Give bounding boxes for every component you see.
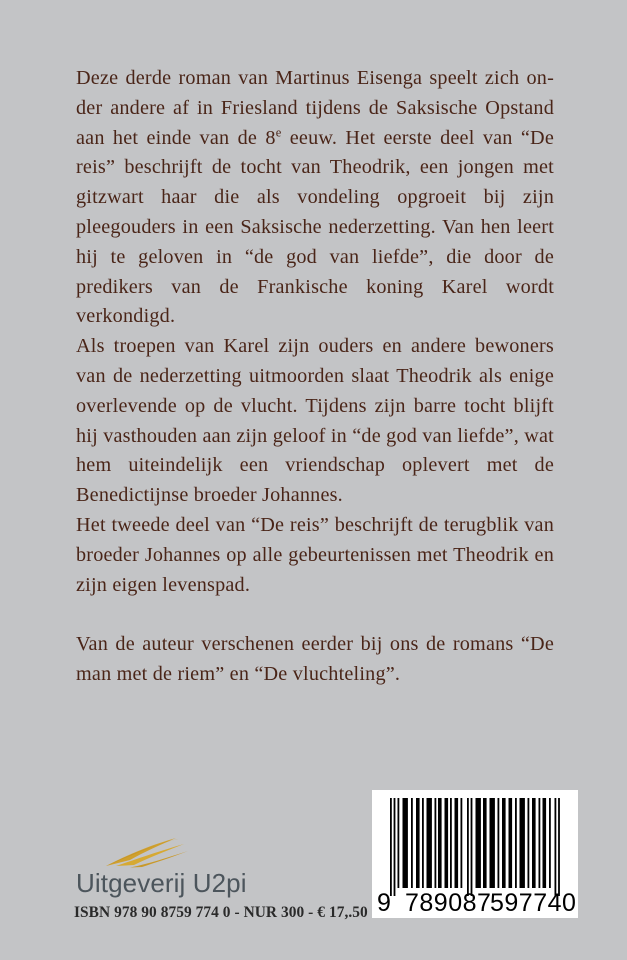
barcode-digits-middle: 789087 bbox=[405, 889, 492, 917]
barcode-digit-left: 9 bbox=[377, 889, 392, 917]
blurb-paragraph-1-part-1: Deze derde roman van Martinus Eisenga speelt zich on-der andere af in Friesland tijdens de Saksische Opstand aan het einde van de 8 bbox=[76, 67, 554, 149]
paragraph-spacer bbox=[76, 600, 554, 630]
ordinal-superscript: e bbox=[275, 124, 282, 139]
publisher-logo bbox=[76, 836, 336, 899]
blurb-paragraph-3: Het tweede deel van “De reis” beschrijft de terugblik van broeder Johannes op alle gebeurtenissen met Theodrik en zijn eigen levenspad. bbox=[76, 513, 554, 596]
publisher-name: Uitgeverij U2pi bbox=[76, 868, 247, 898]
feather-icon bbox=[104, 836, 190, 870]
blurb-paragraph-1 bbox=[76, 64, 554, 332]
barcode-digits bbox=[372, 890, 578, 916]
blurb-paragraph-1-part-2: eeuw. Het eerste deel van “De reis” beschrijft de tocht van Theodrik, een jongen met gitzwart haar die als vondeling opgroeit bij zijn pleegouders in een Saksische nederzetting. Van hen leert hij te geloven in “de god van liefde”, die door de predikers van de Frankische koning Karel wordt verkondigd. bbox=[76, 126, 554, 328]
barcode bbox=[372, 790, 578, 918]
blurb-text-block bbox=[76, 64, 554, 690]
blurb-paragraph-4: Van de auteur verschenen eerder bij ons de romans “De man met de riem” en “De vluchteling”. bbox=[76, 633, 554, 685]
isbn-nur-price-line: ISBN 978 90 8759 774 0 - NUR 300 - € 17,.50 bbox=[74, 904, 368, 921]
barcode-digits-right: 597740 bbox=[490, 889, 577, 917]
blurb-paragraph-2: Als troepen van Karel zijn ouders en andere bewoners van de nederzetting uitmoorden slaat Theodrik als enige overlevende op de vlucht. Tijdens zijn barre tocht blijft hij vasthouden aan zijn geloof in “de god van liefde”, wat hem uiteindelijk een vriendschap oplevert met de Benedictijnse broeder Johannes. bbox=[76, 335, 554, 507]
